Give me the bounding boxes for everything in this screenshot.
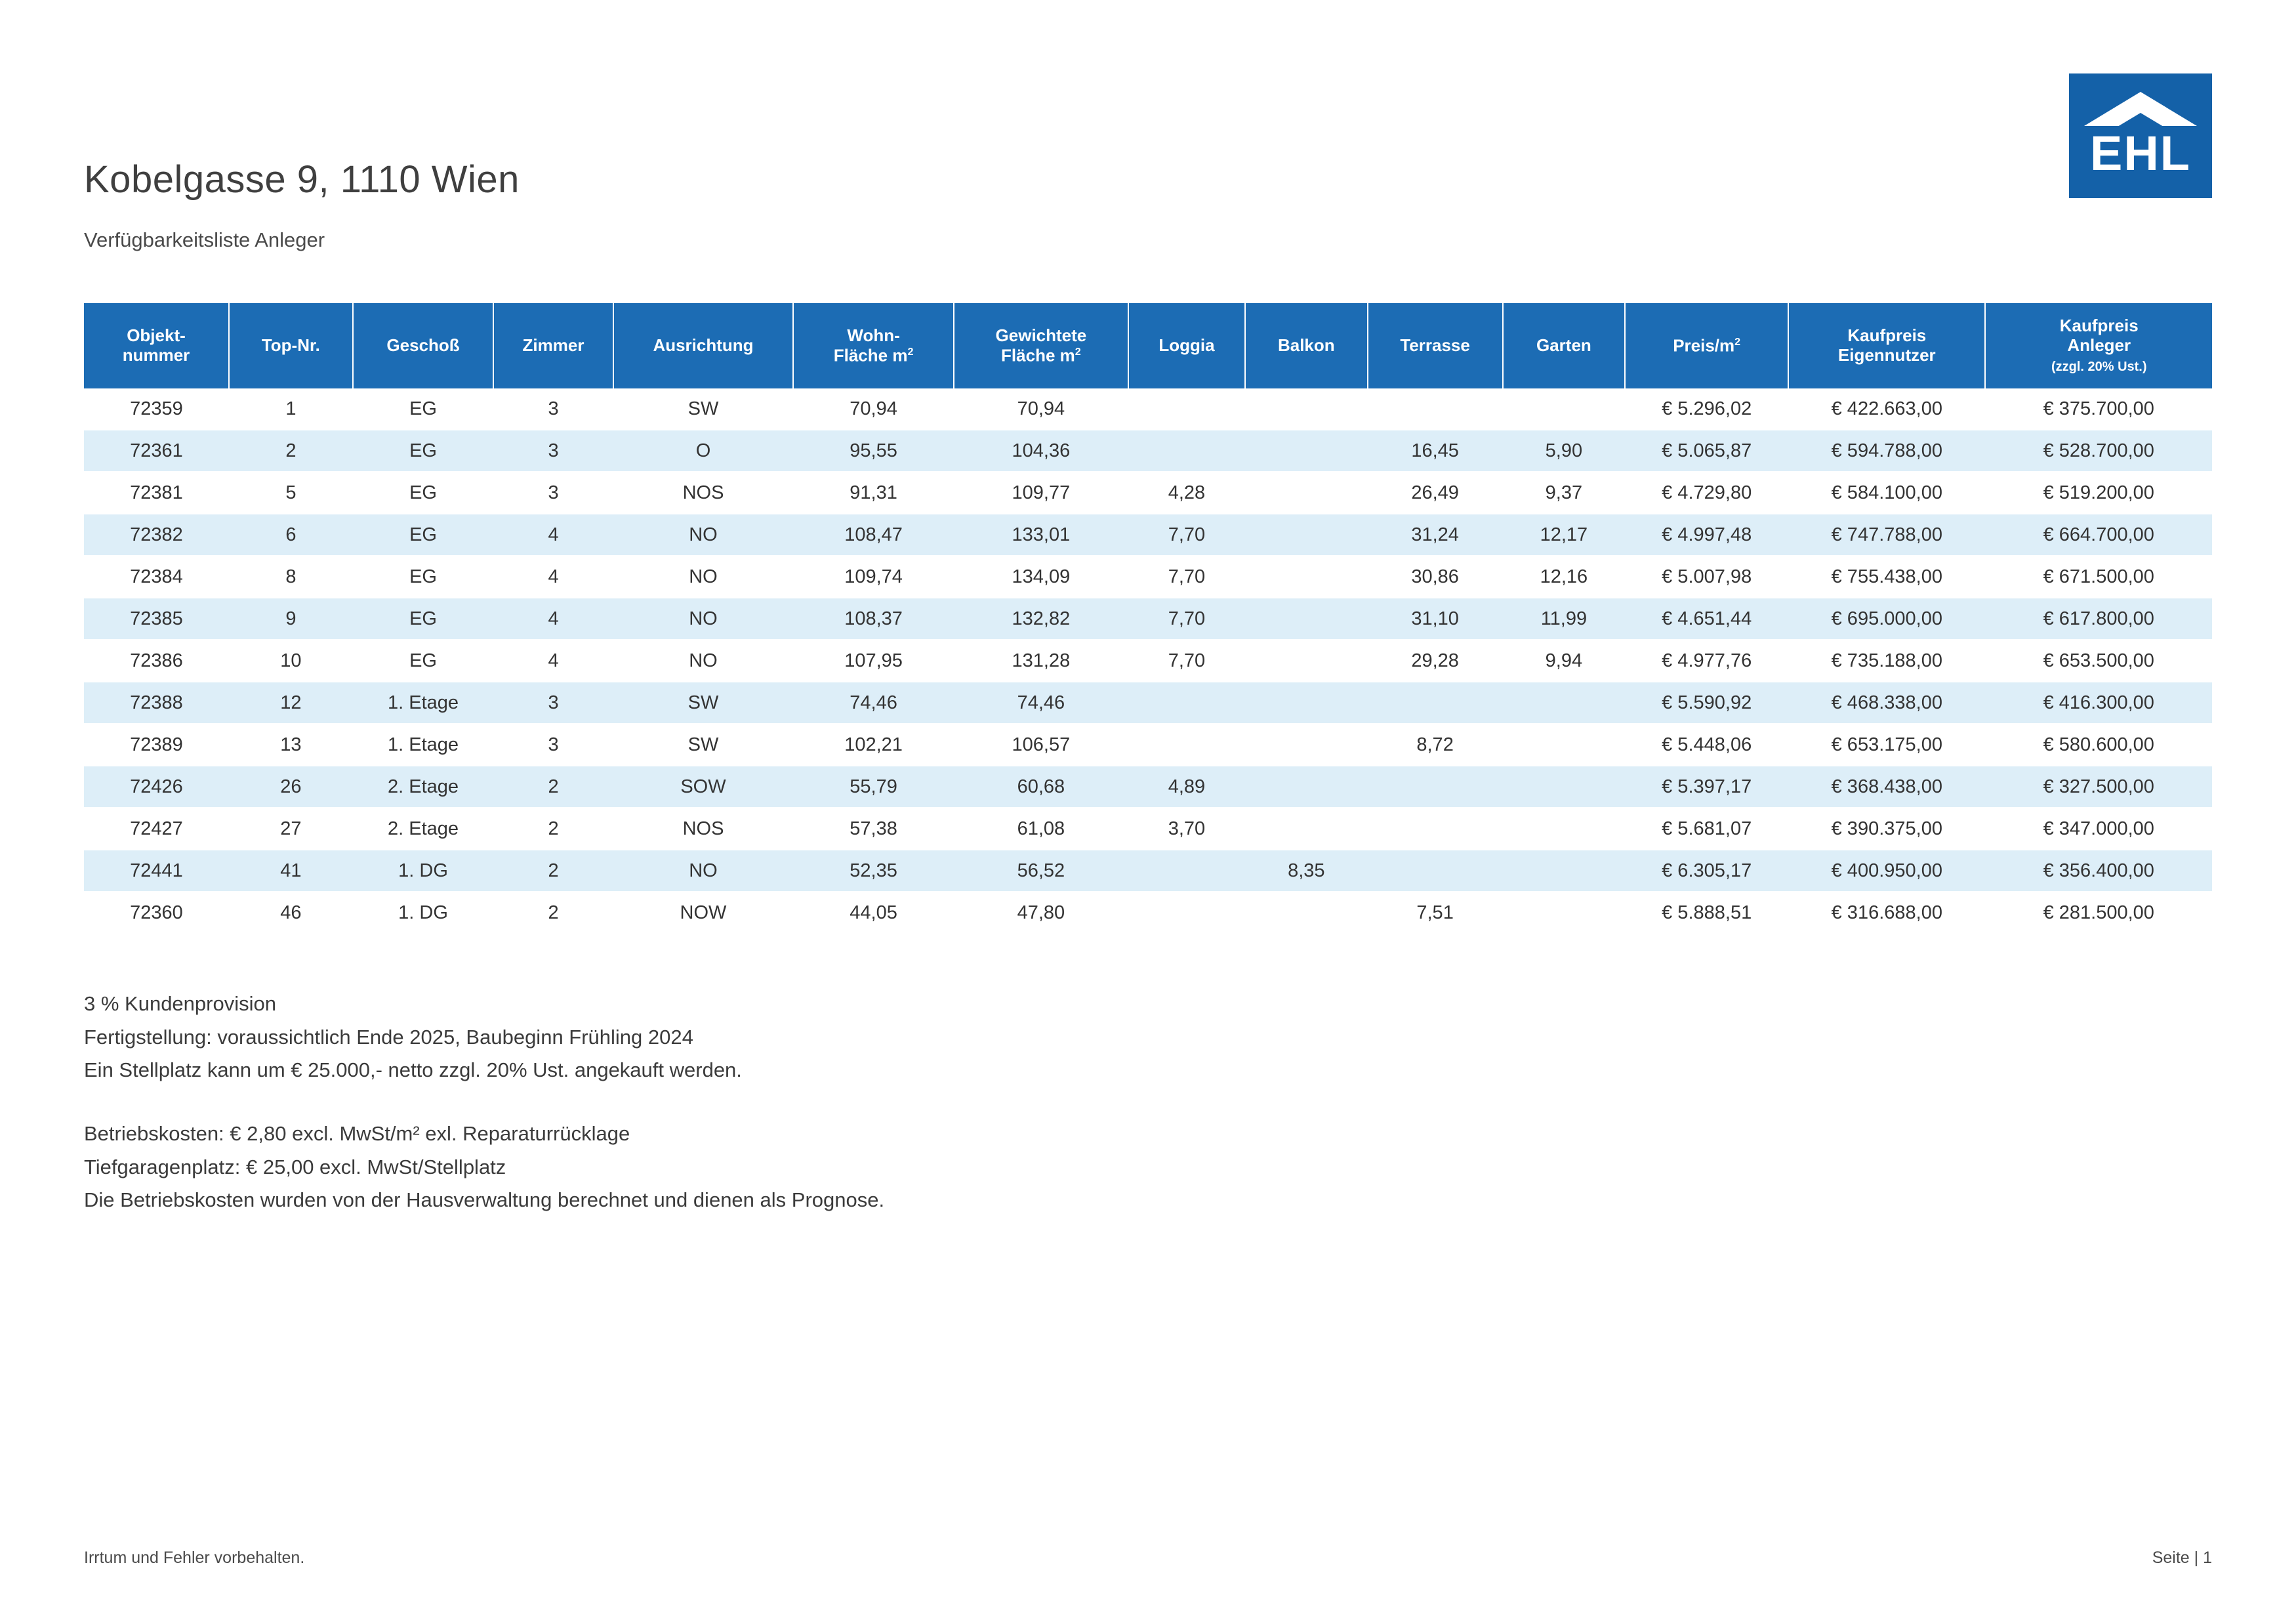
table-cell: [1245, 472, 1368, 514]
table-cell: 72361: [84, 430, 229, 472]
table-cell: € 327.500,00: [1985, 766, 2212, 808]
table-cell: 4: [493, 514, 613, 556]
table-cell: 9,37: [1503, 472, 1626, 514]
table-cell: [1503, 724, 1626, 766]
table-cell: 72384: [84, 556, 229, 598]
table-cell: NOS: [613, 808, 794, 850]
table-cell: € 584.100,00: [1788, 472, 1985, 514]
notes-block-2: [84, 1121, 884, 1213]
table-cell: € 5.590,92: [1625, 682, 1788, 724]
table-cell: 2: [493, 850, 613, 892]
column-header-1: Top-Nr.: [229, 303, 353, 388]
table-cell: 134,09: [954, 556, 1128, 598]
table-cell: 74,46: [954, 682, 1128, 724]
table-cell: 131,28: [954, 640, 1128, 682]
table-cell: [1503, 388, 1626, 430]
table-cell: [1245, 556, 1368, 598]
note-line: Fertigstellung: voraussichtlich Ende 2025, Baubeginn Frühling 2024: [84, 1025, 693, 1049]
table-cell: [1245, 682, 1368, 724]
table-cell: 26: [229, 766, 353, 808]
table-cell: NO: [613, 556, 794, 598]
table-cell: 72427: [84, 808, 229, 850]
table-cell: 72441: [84, 850, 229, 892]
table-cell: NO: [613, 514, 794, 556]
table-cell: 31,24: [1368, 514, 1503, 556]
table-cell: 91,31: [793, 472, 954, 514]
table-cell: 10: [229, 640, 353, 682]
table-cell: 8,35: [1245, 850, 1368, 892]
table-cell: EG: [353, 388, 494, 430]
table-cell: [1368, 682, 1503, 724]
table-cell: € 5.065,87: [1625, 430, 1788, 472]
table-cell: [1368, 850, 1503, 892]
table-cell: 11,99: [1503, 598, 1626, 640]
table-cell: 9,94: [1503, 640, 1626, 682]
column-header-2: Geschoß: [353, 303, 494, 388]
table-cell: [1245, 640, 1368, 682]
table-cell: [1128, 388, 1245, 430]
table-cell: 2: [493, 892, 613, 934]
table-cell: SW: [613, 682, 794, 724]
table-row: [84, 556, 2212, 598]
table-cell: 12,16: [1503, 556, 1626, 598]
table-cell: 102,21: [793, 724, 954, 766]
table-cell: € 4.729,80: [1625, 472, 1788, 514]
table-cell: 27: [229, 808, 353, 850]
table-cell: 1: [229, 388, 353, 430]
table-cell: 107,95: [793, 640, 954, 682]
table-cell: 7,70: [1128, 556, 1245, 598]
table-cell: € 664.700,00: [1985, 514, 2212, 556]
table-cell: 9: [229, 598, 353, 640]
availability-table: [84, 303, 2212, 934]
table-row: [84, 640, 2212, 682]
table-row: [84, 598, 2212, 640]
ehl-logo: [2069, 73, 2212, 198]
table-cell: NOW: [613, 892, 794, 934]
table-cell: € 368.438,00: [1788, 766, 1985, 808]
table-cell: [1368, 766, 1503, 808]
column-header-7: Loggia: [1128, 303, 1245, 388]
notes-section: [84, 991, 884, 1220]
table-cell: € 653.500,00: [1985, 640, 2212, 682]
table-cell: 72381: [84, 472, 229, 514]
table-cell: 72388: [84, 682, 229, 724]
table-cell: EG: [353, 556, 494, 598]
table-cell: [1245, 388, 1368, 430]
notes-spacer: [84, 1091, 884, 1121]
table-cell: 3: [493, 388, 613, 430]
column-header-9: Terrasse: [1368, 303, 1503, 388]
table-row: [84, 430, 2212, 472]
table-cell: 108,37: [793, 598, 954, 640]
table-cell: EG: [353, 430, 494, 472]
table-cell: € 735.188,00: [1788, 640, 1985, 682]
table-cell: 52,35: [793, 850, 954, 892]
table-row: [84, 724, 2212, 766]
table-cell: NO: [613, 598, 794, 640]
note-line: Tiefgaragenplatz: € 25,00 excl. MwSt/Stellplatz: [84, 1155, 506, 1178]
table-cell: € 695.000,00: [1788, 598, 1985, 640]
footer-disclaimer: Irrtum und Fehler vorbehalten.: [84, 1549, 305, 1567]
table-cell: € 4.977,76: [1625, 640, 1788, 682]
table-cell: 4: [493, 556, 613, 598]
table-cell: € 281.500,00: [1985, 892, 2212, 934]
table-cell: 46: [229, 892, 353, 934]
table-cell: 13: [229, 724, 353, 766]
table-cell: SOW: [613, 766, 794, 808]
table-cell: [1503, 850, 1626, 892]
table-cell: 74,46: [793, 682, 954, 724]
table-cell: € 6.305,17: [1625, 850, 1788, 892]
table-cell: NO: [613, 850, 794, 892]
column-header-8: Balkon: [1245, 303, 1368, 388]
table-header: [84, 303, 2212, 388]
table-cell: 57,38: [793, 808, 954, 850]
table-cell: [1128, 682, 1245, 724]
table-cell: 1. Etage: [353, 682, 494, 724]
table-cell: 70,94: [793, 388, 954, 430]
table-cell: 1. Etage: [353, 724, 494, 766]
table-cell: 109,74: [793, 556, 954, 598]
table-header-row: [84, 303, 2212, 388]
table-cell: € 347.000,00: [1985, 808, 2212, 850]
table-cell: 106,57: [954, 724, 1128, 766]
page-title: Kobelgasse 9, 1110 Wien: [84, 158, 520, 201]
table-cell: 44,05: [793, 892, 954, 934]
table-cell: 8,72: [1368, 724, 1503, 766]
table-cell: 72389: [84, 724, 229, 766]
logo-text: EHL: [2090, 126, 2191, 180]
table-cell: O: [613, 430, 794, 472]
table-cell: [1245, 598, 1368, 640]
table-cell: € 747.788,00: [1788, 514, 1985, 556]
table-cell: [1128, 724, 1245, 766]
table-cell: 1. DG: [353, 850, 494, 892]
table-cell: € 519.200,00: [1985, 472, 2212, 514]
table-cell: 95,55: [793, 430, 954, 472]
table-cell: 7,70: [1128, 640, 1245, 682]
table-row: [84, 388, 2212, 430]
table-cell: € 671.500,00: [1985, 556, 2212, 598]
table-cell: [1245, 430, 1368, 472]
table-cell: [1128, 430, 1245, 472]
note-line: Betriebskosten: € 2,80 excl. MwSt/m² exl. Reparaturrücklage: [84, 1122, 630, 1146]
column-header-5: Wohn- Fläche $m^2$: [793, 303, 954, 388]
table-cell: [1245, 808, 1368, 850]
table-cell: € 5.888,51: [1625, 892, 1788, 934]
table-cell: SW: [613, 388, 794, 430]
table-cell: EG: [353, 640, 494, 682]
table-cell: € 653.175,00: [1788, 724, 1985, 766]
table-cell: [1245, 766, 1368, 808]
table-cell: € 422.663,00: [1788, 388, 1985, 430]
table-cell: € 528.700,00: [1985, 430, 2212, 472]
table-row: [84, 682, 2212, 724]
table-cell: EG: [353, 472, 494, 514]
footer-page-number: Seite | 1: [2152, 1549, 2212, 1567]
table-cell: 72385: [84, 598, 229, 640]
table-cell: € 356.400,00: [1985, 850, 2212, 892]
table-cell: 72386: [84, 640, 229, 682]
table-cell: 29,28: [1368, 640, 1503, 682]
table-cell: 5: [229, 472, 353, 514]
table-cell: € 617.800,00: [1985, 598, 2212, 640]
column-header-3: Zimmer: [493, 303, 613, 388]
table-row: [84, 850, 2212, 892]
table-cell: 8: [229, 556, 353, 598]
column-header-11: Preis/$m^2$: [1625, 303, 1788, 388]
table-cell: € 5.296,02: [1625, 388, 1788, 430]
table-cell: 41: [229, 850, 353, 892]
table-cell: 2: [493, 808, 613, 850]
table-cell: [1245, 724, 1368, 766]
table-cell: [1245, 892, 1368, 934]
table-cell: 4: [493, 598, 613, 640]
table-cell: 1. DG: [353, 892, 494, 934]
table-cell: 5,90: [1503, 430, 1626, 472]
table-cell: 2. Etage: [353, 808, 494, 850]
table-cell: 2: [229, 430, 353, 472]
availability-table-wrapper: [84, 303, 2212, 934]
table-cell: 2: [493, 766, 613, 808]
table-cell: 109,77: [954, 472, 1128, 514]
table-cell: [1128, 850, 1245, 892]
table-cell: SW: [613, 724, 794, 766]
table-cell: € 375.700,00: [1985, 388, 2212, 430]
table-cell: 3: [493, 472, 613, 514]
table-cell: EG: [353, 514, 494, 556]
table-cell: € 5.007,98: [1625, 556, 1788, 598]
table-cell: 72382: [84, 514, 229, 556]
table-cell: 16,45: [1368, 430, 1503, 472]
table-cell: [1368, 808, 1503, 850]
table-row: [84, 766, 2212, 808]
table-cell: € 594.788,00: [1788, 430, 1985, 472]
table-cell: [1368, 388, 1503, 430]
column-header-10: Garten: [1503, 303, 1626, 388]
table-cell: € 400.950,00: [1788, 850, 1985, 892]
table-cell: € 4.997,48: [1625, 514, 1788, 556]
table-cell: 3: [493, 724, 613, 766]
table-row: [84, 472, 2212, 514]
table-cell: 26,49: [1368, 472, 1503, 514]
column-header-4: Ausrichtung: [613, 303, 794, 388]
table-cell: € 580.600,00: [1985, 724, 2212, 766]
table-cell: 30,86: [1368, 556, 1503, 598]
table-cell: € 390.375,00: [1788, 808, 1985, 850]
table-cell: NOS: [613, 472, 794, 514]
table-cell: € 316.688,00: [1788, 892, 1985, 934]
table-cell: [1128, 892, 1245, 934]
table-cell: 12: [229, 682, 353, 724]
column-header-0: Objekt- nummer: [84, 303, 229, 388]
table-cell: [1503, 682, 1626, 724]
column-header-12: Kaufpreis Eigennutzer: [1788, 303, 1985, 388]
table-cell: 4,28: [1128, 472, 1245, 514]
table-cell: 72360: [84, 892, 229, 934]
table-cell: 60,68: [954, 766, 1128, 808]
table-cell: EG: [353, 598, 494, 640]
table-cell: 56,52: [954, 850, 1128, 892]
notes-block-1: [84, 991, 884, 1083]
table-row: [84, 892, 2212, 934]
table-cell: NO: [613, 640, 794, 682]
table-cell: 6: [229, 514, 353, 556]
table-cell: 55,79: [793, 766, 954, 808]
table-cell: 7,70: [1128, 514, 1245, 556]
column-header-13: Kaufpreis Anleger (zzgl. 20% Ust.): [1985, 303, 2212, 388]
table-cell: [1503, 766, 1626, 808]
note-line: Ein Stellplatz kann um € 25.000,- netto zzgl. 20% Ust. angekauft werden.: [84, 1058, 742, 1082]
table-cell: € 5.448,06: [1625, 724, 1788, 766]
table-row: [84, 808, 2212, 850]
table-cell: € 468.338,00: [1788, 682, 1985, 724]
table-cell: 132,82: [954, 598, 1128, 640]
table-cell: 70,94: [954, 388, 1128, 430]
table-cell: 3: [493, 430, 613, 472]
table-cell: [1503, 808, 1626, 850]
table-cell: 72359: [84, 388, 229, 430]
table-cell: 7,70: [1128, 598, 1245, 640]
table-cell: 4: [493, 640, 613, 682]
table-cell: 4,89: [1128, 766, 1245, 808]
page-subtitle: Verfügbarkeitsliste Anleger: [84, 228, 325, 251]
table-cell: 3: [493, 682, 613, 724]
table-cell: 108,47: [793, 514, 954, 556]
table-cell: 47,80: [954, 892, 1128, 934]
table-cell: 3,70: [1128, 808, 1245, 850]
table-cell: 31,10: [1368, 598, 1503, 640]
table-cell: 133,01: [954, 514, 1128, 556]
note-line: 3 % Kundenprovision: [84, 992, 276, 1015]
table-cell: € 5.397,17: [1625, 766, 1788, 808]
table-cell: [1503, 892, 1626, 934]
table-body: [84, 388, 2212, 934]
table-cell: 104,36: [954, 430, 1128, 472]
table-cell: € 755.438,00: [1788, 556, 1985, 598]
table-cell: 61,08: [954, 808, 1128, 850]
table-cell: 2. Etage: [353, 766, 494, 808]
table-cell: € 5.681,07: [1625, 808, 1788, 850]
table-cell: 72426: [84, 766, 229, 808]
table-cell: 12,17: [1503, 514, 1626, 556]
table-cell: € 4.651,44: [1625, 598, 1788, 640]
column-header-6: Gewichtete Fläche $m^2$: [954, 303, 1128, 388]
table-cell: [1245, 514, 1368, 556]
table-cell: 7,51: [1368, 892, 1503, 934]
note-line: Die Betriebskosten wurden von der Hausverwaltung berechnet und dienen als Prognose.: [84, 1188, 885, 1212]
table-row: [84, 514, 2212, 556]
table-cell: € 416.300,00: [1985, 682, 2212, 724]
